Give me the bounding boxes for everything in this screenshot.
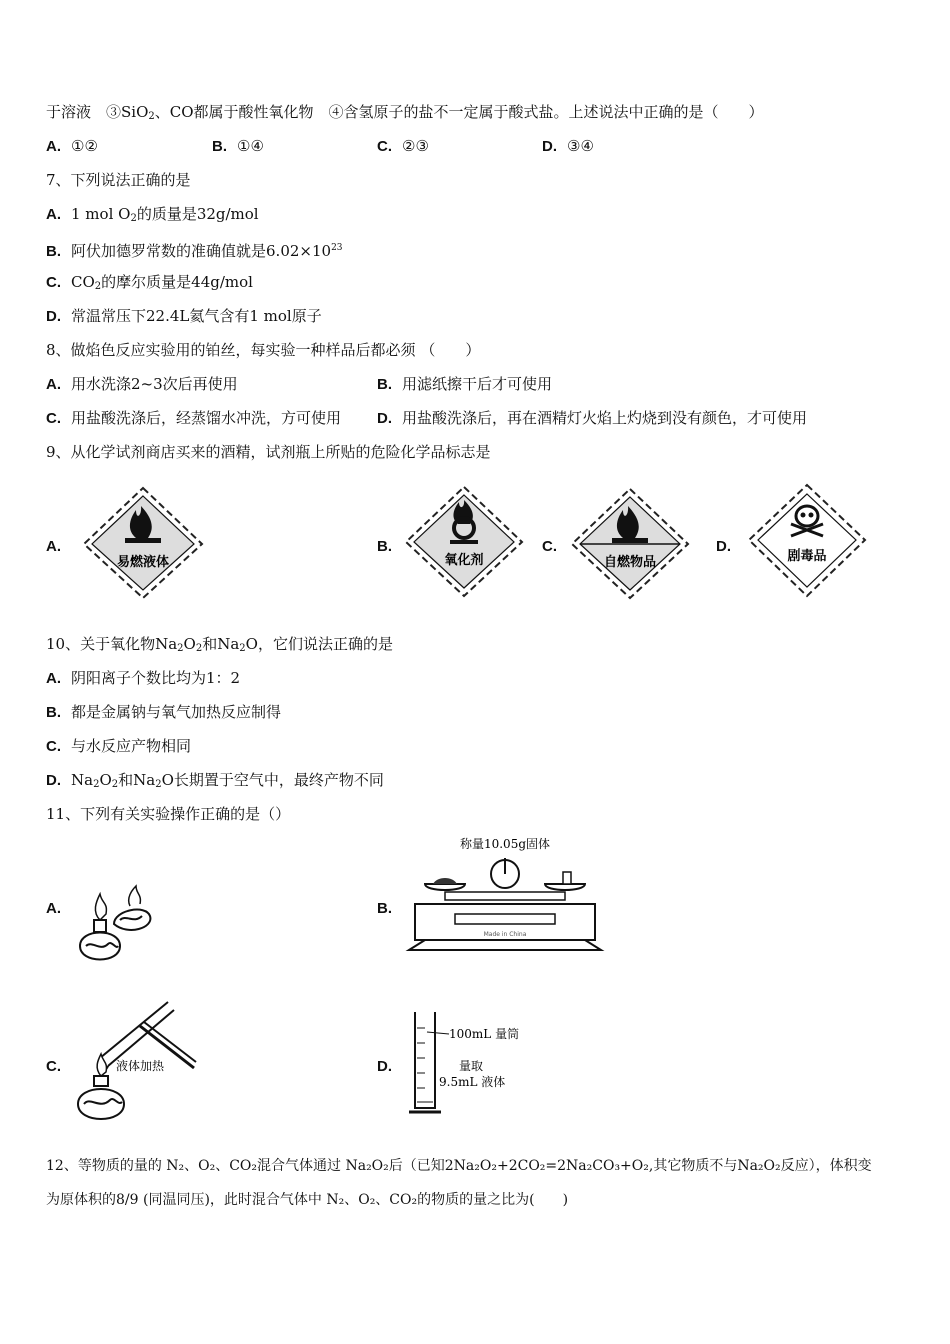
q10-stem: 10、关于氧化物$Na_2O_2$和$Na_2O$，它们说法正确的是 bbox=[46, 635, 393, 654]
q9-option-c-label: 自燃物品 bbox=[603, 555, 657, 570]
q7-option-c: C. $CO_2$的摩尔质量是44g/mol bbox=[46, 273, 253, 292]
alcohol-lamp-icon bbox=[80, 894, 120, 960]
q6-option-a: A. ①② bbox=[46, 137, 98, 155]
q12-stem-line-2: 为原体积的8/9 (同温同压)，此时混合气体中 N₂、O₂、CO₂的物质的量之比为( ) bbox=[46, 1192, 569, 1208]
q9-option-a-sign bbox=[78, 482, 208, 602]
q10-option-d: D. $Na_2O_2$和$Na_2O$长期置于空气中，最终产物不同 bbox=[46, 771, 384, 790]
q9-option-d-sign bbox=[745, 480, 870, 600]
q9-option-b-sign bbox=[402, 482, 527, 600]
measure-caption: 量取 bbox=[459, 1059, 484, 1073]
q12-stem-line-1: 12、等物质的量的 N₂、O₂、CO₂混合气体通过 Na₂O₂后（已知2Na₂O₂+2CO₂=2Na₂CO₃+O₂,其它物质不与Na₂O₂反应），体积变 bbox=[46, 1158, 872, 1174]
q11-option-d-letter: D. bbox=[377, 1058, 392, 1075]
q8-stem: 8、做焰色反应实验用的铂丝，每实验一种样品后都必须 （ ） bbox=[46, 341, 481, 359]
q6-option-d: D. ③④ bbox=[542, 137, 594, 155]
q8-option-b: B. 用滤纸擦干后才可使用 bbox=[377, 375, 553, 393]
balance-caption: 称量10.05g固体 bbox=[459, 837, 551, 851]
q11-option-a-figure bbox=[70, 884, 160, 970]
q11-option-c-figure bbox=[70, 996, 200, 1126]
q6-option-b: B. ①④ bbox=[212, 137, 264, 155]
q10-option-b: B. 都是金属钠与氧气加热反应制得 bbox=[46, 703, 282, 721]
cylinder-caption: 100mL 量筒 bbox=[449, 1027, 520, 1041]
q9-option-d-letter: D. bbox=[716, 538, 731, 555]
q8-option-d: D. 用盐酸洗涤后，再在酒精灯火焰上灼烧到没有颜色，才可使用 bbox=[377, 409, 808, 427]
q10-option-a: A. 阴阳离子个数比均为1：2 bbox=[46, 669, 241, 687]
q6-stem-tail: 于溶液 ③SiO$_2$、CO都属于酸性氧化物 ④含氢原子的盐不一定属于酸式盐。上述说法中正确的是（ ） bbox=[46, 103, 764, 122]
q7-stem: 7、下列说法正确的是 bbox=[46, 171, 191, 189]
q11-option-c-letter: C. bbox=[46, 1058, 61, 1075]
heating-caption: 液体加热 bbox=[115, 1059, 165, 1073]
q8-option-a: A. 用水洗涤2~3次后再使用 bbox=[46, 375, 238, 393]
q11-option-b-letter: B. bbox=[377, 900, 392, 917]
q9-option-a-label: 易燃液体 bbox=[116, 555, 170, 570]
q7-option-b: B. 阿伏加德罗常数的准确值就是$6.02\times 10^{23}$ bbox=[46, 242, 343, 260]
q7-option-d: D. 常温常压下22.4L氦气含有1 mol原子 bbox=[46, 307, 322, 325]
q9-option-a-letter: A. bbox=[46, 538, 61, 555]
q10-option-c: C. 与水反应产物相同 bbox=[46, 737, 192, 755]
q11-option-d-figure bbox=[405, 1008, 525, 1120]
second-lamp-icon bbox=[114, 886, 150, 930]
q9-option-b-letter: B. bbox=[377, 538, 392, 555]
q11-option-b-figure bbox=[405, 832, 615, 966]
q9-option-d-label: 剧毒品 bbox=[787, 549, 827, 564]
q7-option-a: A. 1 mol $O_2$的质量是32g/mol bbox=[46, 205, 259, 224]
q9-option-b-label: 氧化剂 bbox=[444, 553, 484, 568]
balance-brand-text: Made in China bbox=[483, 931, 527, 938]
q9-stem: 9、从化学试剂商店买来的酒精，试剂瓶上所贴的危险化学品标志是 bbox=[46, 443, 491, 461]
volume-caption: 9.5mL 液体 bbox=[439, 1075, 506, 1089]
q9-option-c-letter: C. bbox=[542, 538, 557, 555]
graduated-cylinder-icon bbox=[409, 1012, 449, 1112]
q11-stem: 11、下列有关实验操作正确的是（） bbox=[46, 805, 291, 823]
q11-option-a-letter: A. bbox=[46, 900, 61, 917]
q9-option-c-sign bbox=[568, 484, 693, 602]
q8-option-c: C. 用盐酸洗涤后，经蒸馏水冲洗，方可使用 bbox=[46, 409, 342, 427]
q6-option-c: C. ②③ bbox=[377, 137, 429, 155]
balance-scale-icon bbox=[409, 858, 601, 950]
